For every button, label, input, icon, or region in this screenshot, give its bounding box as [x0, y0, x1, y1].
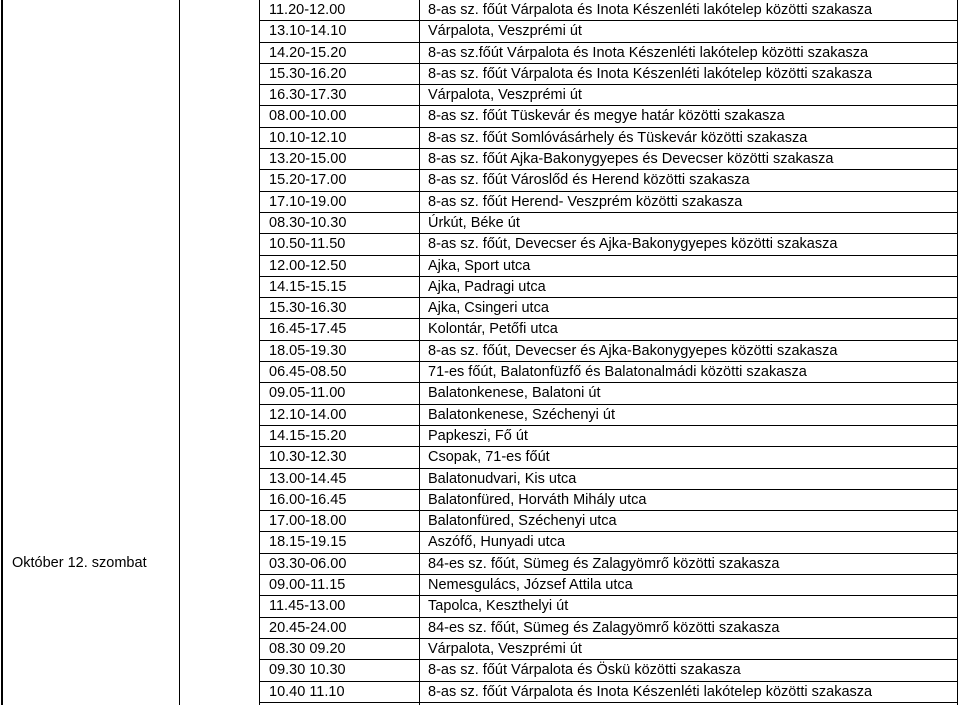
table-row — [260, 682, 957, 703]
time-cell: 10.40 11.10 — [269, 683, 345, 700]
location-cell: 71-es főút, Balatonfüzfő és Balatonalmádi közötti szakasza — [428, 364, 807, 381]
location-cell: 8-as sz. főút Várpalota és Inota Készenléti lakótelep közötti szakasza — [428, 65, 873, 82]
location-cell: Ajka, Padragi utca — [428, 278, 546, 295]
time-cell: 17.10-19.00 — [269, 193, 347, 210]
location-cell: Aszófő, Hunyadi utca — [428, 534, 566, 551]
table-row — [260, 149, 957, 170]
table-row — [260, 639, 957, 660]
time-cell: 08.30 09.20 — [269, 640, 346, 657]
time-cell: 14.15-15.15 — [269, 278, 347, 295]
location-cell: Balatonfüred, Horváth Mihály utca — [428, 491, 647, 508]
location-cell: 84-es sz. főút, Sümeg és Zalagyömrő közötti szakasza — [428, 555, 780, 572]
table-row — [260, 298, 957, 319]
time-cell: 14.20-15.20 — [269, 44, 347, 61]
time-cell: 11.45-13.00 — [269, 598, 346, 615]
time-cell: 13.20-15.00 — [269, 151, 347, 168]
table-row — [260, 319, 957, 340]
table-row — [260, 341, 957, 362]
table-row — [260, 362, 957, 383]
time-cell: 10.50-11.50 — [269, 236, 346, 253]
time-cell: 18.05-19.30 — [269, 342, 347, 359]
schedule-rows — [260, 0, 957, 703]
table-row — [260, 0, 957, 21]
table-row — [260, 256, 957, 277]
table-row — [260, 85, 957, 106]
location-cell: Tapolca, Keszthelyi út — [428, 598, 569, 615]
location-cell: Várpalota, Veszprémi út — [428, 87, 582, 104]
time-cell: 16.00-16.45 — [269, 491, 347, 508]
column-divider-1 — [179, 0, 180, 705]
table-row — [260, 234, 957, 255]
table-row — [260, 106, 957, 127]
location-cell: Balatonudvari, Kis utca — [428, 470, 577, 487]
location-cell: 8-as sz. főút Várpalota és Inota Készenléti lakótelep közötti szakasza — [428, 683, 873, 700]
time-cell: 13.00-14.45 — [269, 470, 347, 487]
time-cell: 16.30-17.30 — [269, 87, 347, 104]
table-row — [260, 575, 957, 596]
time-cell: 18.15-19.15 — [269, 534, 347, 551]
table-row — [260, 405, 957, 426]
time-cell: 12.10-14.00 — [269, 406, 347, 423]
table-row — [260, 426, 957, 447]
table-row — [260, 64, 957, 85]
table-border-right — [957, 0, 958, 705]
table-row — [260, 596, 957, 617]
time-cell: 13.10-14.10 — [269, 23, 347, 40]
table-row — [260, 170, 957, 191]
table-row — [260, 383, 957, 404]
table-row — [260, 511, 957, 532]
table-border-left — [1, 0, 3, 705]
location-cell: Csopak, 71-es főút — [428, 449, 550, 466]
time-cell: 17.00-18.00 — [269, 513, 347, 530]
table-row — [260, 277, 957, 298]
location-cell: 8-as sz. főút, Devecser és Ajka-Bakonygyepes közötti szakasza — [428, 236, 838, 253]
location-cell: Ajka, Csingeri utca — [428, 300, 549, 317]
location-cell: 8-as sz. főút Városlőd és Herend közötti szakasza — [428, 172, 750, 189]
location-cell: Balatonfüred, Széchenyi utca — [428, 513, 617, 530]
time-cell: 09.00-11.15 — [269, 577, 346, 594]
time-cell: 12.00-12.50 — [269, 257, 347, 274]
time-cell: 16.45-17.45 — [269, 321, 347, 338]
time-cell: 15.20-17.00 — [269, 172, 347, 189]
time-cell: 10.30-12.30 — [269, 449, 347, 466]
location-cell: 84-es sz. főút, Sümeg és Zalagyömrő közötti szakasza — [428, 619, 780, 636]
table-row — [260, 21, 957, 42]
location-cell: Balatonkenese, Széchenyi út — [428, 406, 616, 423]
day-label: Október 12. szombat — [12, 555, 147, 571]
location-cell: Kolontár, Petőfi utca — [428, 321, 558, 338]
location-cell: Papkeszi, Fő út — [428, 427, 528, 444]
table-row — [260, 618, 957, 639]
location-cell: 8-as sz. főút Várpalota és Öskü közötti szakasza — [428, 662, 741, 679]
table-row — [260, 192, 957, 213]
time-cell: 06.45-08.50 — [269, 364, 347, 381]
location-cell: 8-as sz.főút Várpalota és Inota Készenléti lakótelep közötti szakasza — [428, 44, 869, 61]
time-cell: 11.20-12.00 — [269, 2, 346, 18]
location-cell: 8-as sz. főút Várpalota és Inota Készenléti lakótelep közötti szakasza — [428, 2, 873, 18]
time-cell: 10.10-12.10 — [269, 129, 347, 146]
table-row — [260, 532, 957, 553]
location-cell: 8-as sz. főút Ajka-Bakonygyepes és Devecser közötti szakasza — [428, 151, 834, 168]
location-cell: Nemesgulács, József Attila utca — [428, 577, 633, 594]
time-cell: 08.00-10.00 — [269, 108, 347, 125]
location-cell: Várpalota, Veszprémi út — [428, 640, 582, 657]
time-cell: 03.30-06.00 — [269, 555, 347, 572]
location-cell: 8-as sz. főút, Devecser és Ajka-Bakonygyepes közötti szakasza — [428, 342, 838, 359]
time-cell: 15.30-16.30 — [269, 300, 347, 317]
time-cell: 14.15-15.20 — [269, 427, 347, 444]
location-cell: 8-as sz. főút Herend- Veszprém közötti szakasza — [428, 193, 743, 210]
time-cell: 20.45-24.00 — [269, 619, 347, 636]
table-row — [260, 447, 957, 468]
table-row — [260, 43, 957, 64]
time-cell: 15.30-16.20 — [269, 65, 347, 82]
location-cell: Várpalota, Veszprémi út — [428, 23, 582, 40]
table-row — [260, 490, 957, 511]
table-row — [260, 213, 957, 234]
table-row — [260, 128, 957, 149]
table-row — [260, 554, 957, 575]
table-row — [260, 469, 957, 490]
location-cell: Úrkút, Béke út — [428, 214, 520, 231]
location-cell: Ajka, Sport utca — [428, 257, 531, 274]
table-row — [260, 660, 957, 681]
location-cell: 8-as sz. főút Somlóvásárhely és Tüskevár közötti szakasza — [428, 129, 808, 146]
time-cell: 08.30-10.30 — [269, 214, 347, 231]
time-cell: 09.05-11.00 — [269, 385, 346, 402]
time-cell: 09.30 10.30 — [269, 662, 346, 679]
location-cell: Balatonkenese, Balatoni út — [428, 385, 601, 402]
location-cell: 8-as sz. főút Tüskevár és megye határ közötti szakasza — [428, 108, 785, 125]
